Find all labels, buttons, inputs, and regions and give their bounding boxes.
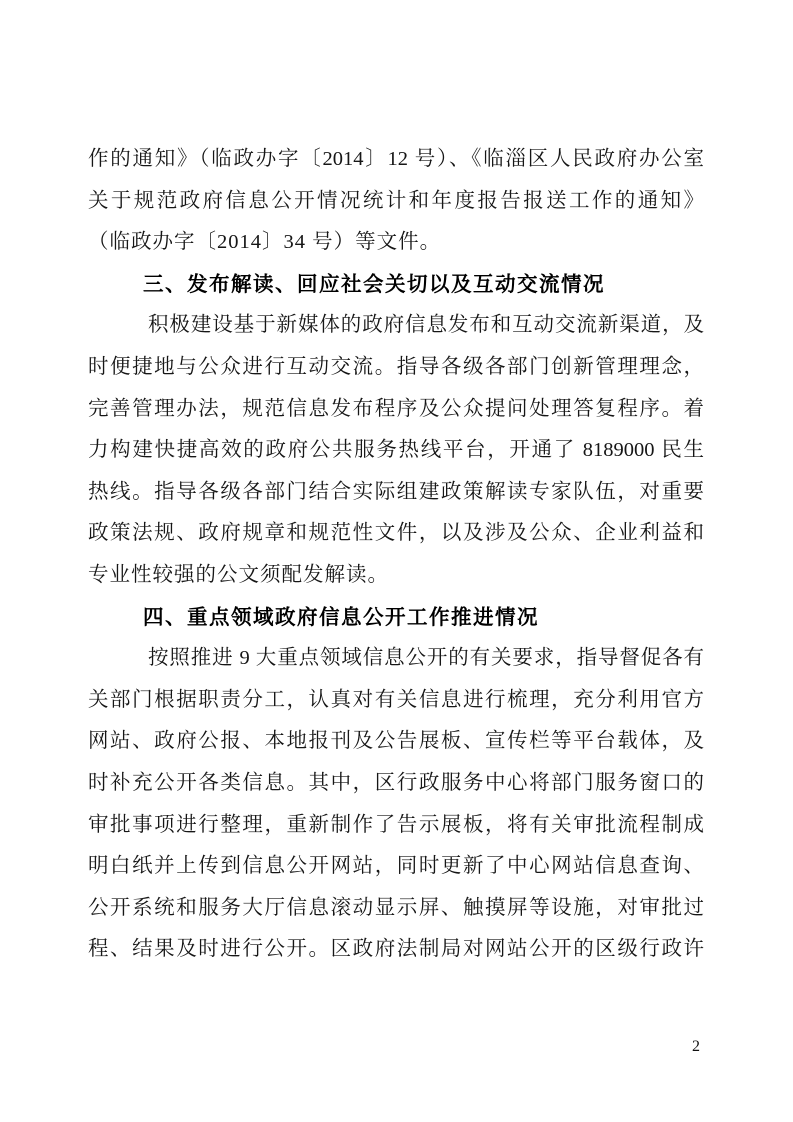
body-line: 审批事项进行整理，重新制作了告示展板，将有关审批流程制成	[88, 813, 704, 836]
body-line: 关部门根据职责分工，认真对有关信息进行梳理，充分利用官方	[88, 688, 704, 711]
body-line: 时便捷地与公众进行互动交流。指导各级各部门创新管理理念，	[88, 355, 704, 378]
body-line: （临政办字〔2014〕34 号）等文件。	[88, 231, 442, 254]
body-line: 积极建设基于新媒体的政府信息发布和互动交流新渠道，及	[148, 314, 704, 337]
section-heading: 四、重点领域政府信息公开工作推进情况	[143, 605, 539, 629]
body-line: 专业性较强的公文须配发解读。	[88, 563, 389, 586]
section-heading: 三、发布解读、回应社会关切以及互动交流情况	[143, 272, 605, 296]
body-line: 热线。指导各级各部门结合实际组建政策解读专家队伍，对重要	[88, 480, 704, 503]
body-line: 完善管理办法，规范信息发布程序及公众提问处理答复程序。着	[88, 397, 704, 420]
document-body	[88, 139, 704, 971]
body-line: 程、结果及时进行公开。区政府法制局对网站公开的区级行政许	[88, 938, 704, 961]
page-number: 2	[692, 1038, 700, 1055]
body-line: 明白纸并上传到信息公开网站，同时更新了中心网站信息查询、	[88, 855, 704, 878]
body-line: 时补充公开各类信息。其中，区行政服务中心将部门服务窗口的	[88, 771, 704, 794]
body-line: 关于规范政府信息公开情况统计和年度报告报送工作的通知》	[88, 189, 704, 212]
body-line: 公开系统和服务大厅信息滚动显示屏、触摸屏等设施，对审批过	[88, 896, 704, 919]
body-line: 网站、政府公报、本地报刊及公告展板、宣传栏等平台载体，及	[88, 730, 704, 753]
body-line: 政策法规、政府规章和规范性文件，以及涉及公众、企业利益和	[88, 522, 704, 545]
body-line: 力构建快捷高效的政府公共服务热线平台，开通了 8189000 民生	[88, 439, 704, 462]
body-line: 按照推进 9 大重点领域信息公开的有关要求，指导督促各有	[148, 647, 704, 670]
body-line: 作的通知》（临政办字〔2014〕12 号）、《临淄区人民政府办公室	[88, 148, 704, 170]
